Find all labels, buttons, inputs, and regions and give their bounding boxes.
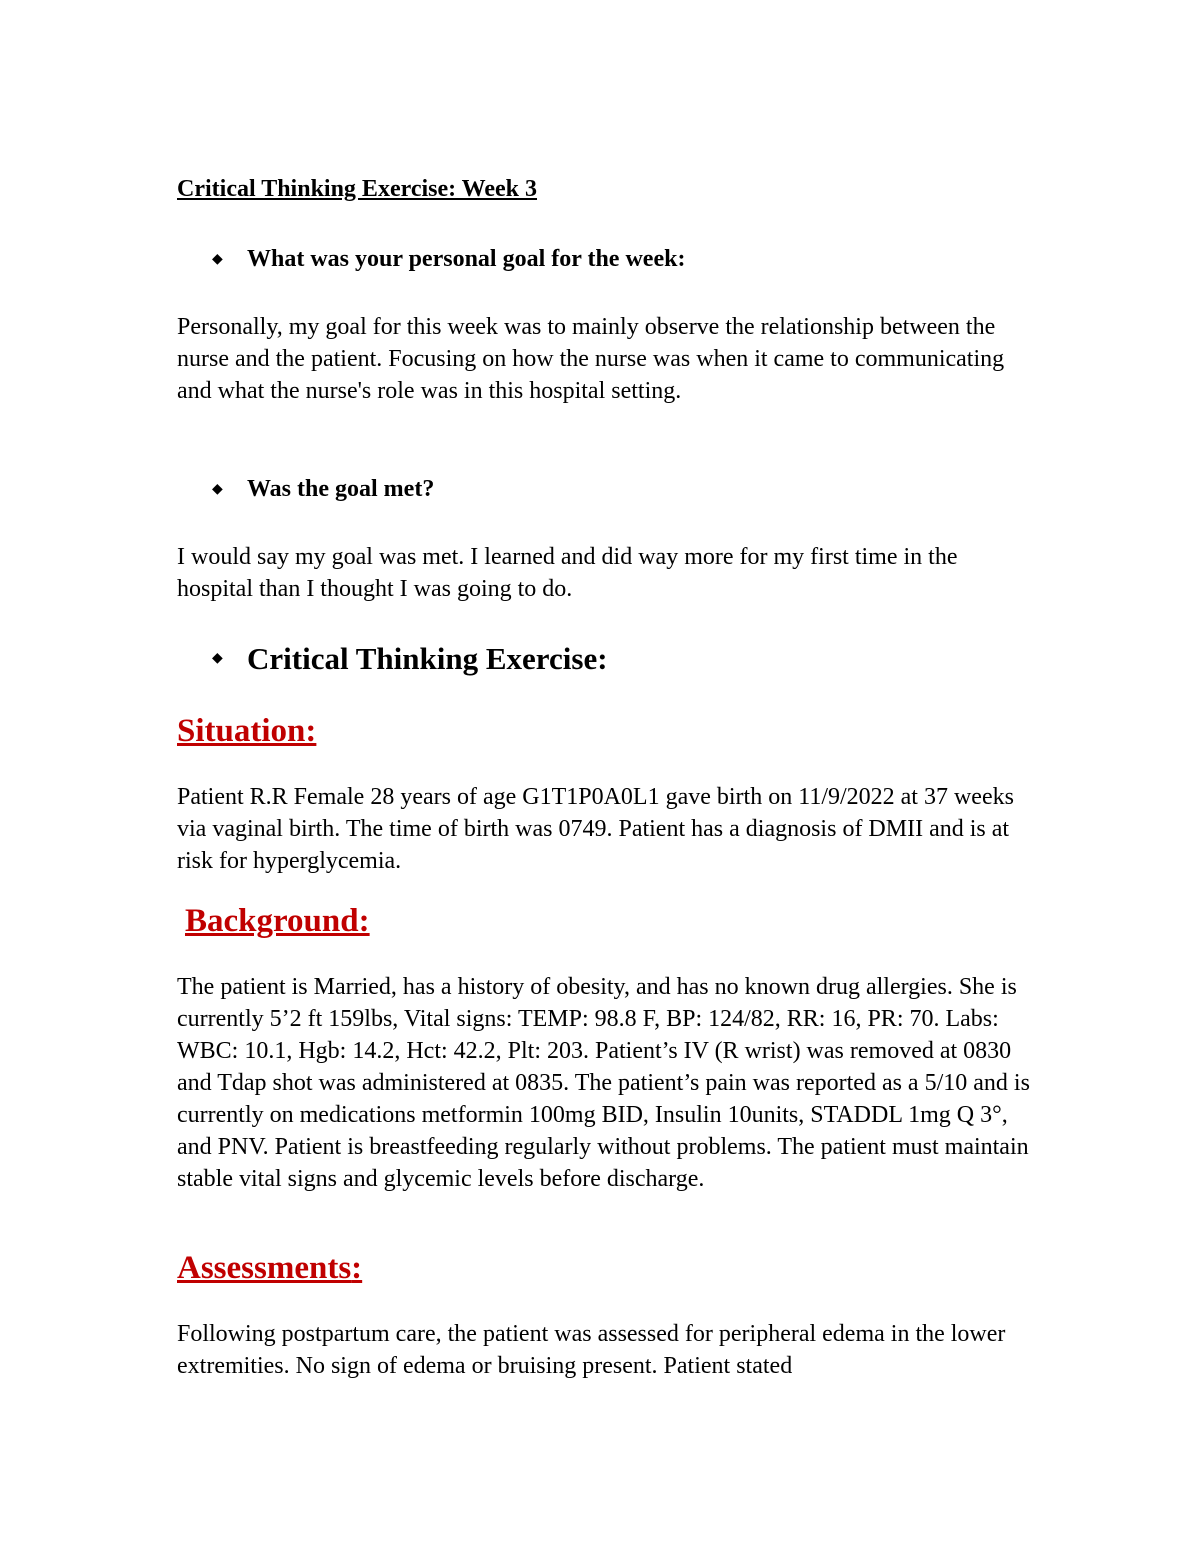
situation-text: Patient R.R Female 28 years of age G1T1P0A0L1 gave birth on 11/9/2022 at 37 weeks via vaginal birth. The time of birth was 0749. Patient has a diagnosis of DMII and is at risk for hyperglycemia. — [177, 784, 1014, 874]
goal-question-item — [212, 245, 685, 273]
assessments-heading-label: Assessments — [177, 1250, 352, 1286]
background-text: The patient is Married, has a history of obesity, and has no known drug allergies. She is currently 5’2 ft 159lbs, Vital signs: TEMP: 98.8 F, BP: 124/82, RR: 16, PR: 70. Labs: WBC: 10.1, Hgb: 14.2, Hct: 42.2, Plt: 203. Patient’s IV (R wrist) was removed at 0830 and Tdap shot was administered at 0835. The patient’s pain was reported as a 5/10 and is currently on medications metformin 100mg BID, Insulin 10units, STADDL 1mg Q 3°, and PNV. Patient is breastfeeding regularly without problems. The patient must maintain stable vital signs and glycemic levels before discharge. — [177, 974, 1030, 1192]
assessments-heading-colon: : — [351, 1250, 363, 1286]
goal-met-answer: I would say my goal was met. I learned and did way more for my first time in the hospital than I thought I was going to do. — [177, 544, 958, 602]
goal-met-question: Was the goal met? — [247, 475, 435, 502]
assessments-heading — [177, 1250, 362, 1287]
document-title: Critical Thinking Exercise: Week 3 — [177, 176, 538, 202]
background-heading: Background: — [185, 903, 370, 939]
bullet-icon: ◆ — [212, 251, 223, 267]
bullet-icon: ◆ — [212, 481, 223, 497]
goal-met-question-item — [212, 475, 434, 503]
goal-answer: Personally, my goal for this week was to mainly observe the relationship between the nurse and the patient. Focusing on how the nurse was when it came to communicating and what the nurse's role was in this hospital setting. — [177, 314, 1005, 404]
situation-heading: Situation: — [177, 713, 317, 749]
goal-question: What was your personal goal for the week: — [247, 245, 686, 272]
assessments-text: Following postpartum care, the patient was assessed for peripheral edema in the lower extremities. No sign of edema or bruising present. Patient stated — [177, 1321, 1006, 1379]
exercise-heading-item — [212, 638, 608, 677]
bullet-icon: ◆ — [212, 651, 223, 667]
exercise-heading: Critical Thinking Exercise: — [247, 640, 608, 676]
